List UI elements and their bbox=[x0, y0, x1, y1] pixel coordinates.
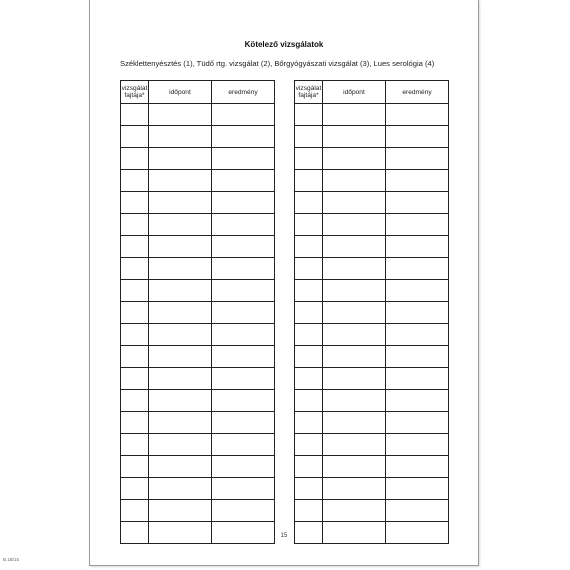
page-title: Kötelező vizsgálatok bbox=[244, 40, 324, 49]
column-header-date: időpont bbox=[323, 81, 386, 104]
result-cell[interactable] bbox=[212, 170, 275, 192]
table-header-row bbox=[121, 81, 275, 104]
result-cell[interactable] bbox=[212, 412, 275, 434]
result-cell[interactable] bbox=[212, 478, 275, 500]
date-cell[interactable] bbox=[149, 280, 212, 302]
result-cell[interactable] bbox=[212, 390, 275, 412]
table-row bbox=[295, 500, 449, 522]
date-cell[interactable] bbox=[149, 104, 212, 126]
exam-type-cell[interactable] bbox=[121, 478, 149, 500]
exam-type-cell[interactable] bbox=[295, 258, 323, 280]
result-cell[interactable] bbox=[386, 368, 449, 390]
date-cell[interactable] bbox=[323, 170, 386, 192]
table-row bbox=[295, 214, 449, 236]
date-cell[interactable] bbox=[323, 456, 386, 478]
exam-type-cell[interactable] bbox=[121, 434, 149, 456]
exam-table-right-body bbox=[295, 104, 449, 544]
date-cell[interactable] bbox=[149, 412, 212, 434]
table-row bbox=[121, 280, 275, 302]
table-row bbox=[121, 258, 275, 280]
result-cell[interactable] bbox=[212, 324, 275, 346]
exam-type-cell[interactable] bbox=[295, 412, 323, 434]
exam-type-cell[interactable] bbox=[295, 390, 323, 412]
table-row bbox=[121, 148, 275, 170]
date-cell[interactable] bbox=[323, 258, 386, 280]
result-cell[interactable] bbox=[212, 302, 275, 324]
table-row bbox=[121, 104, 275, 126]
exam-type-cell[interactable] bbox=[121, 368, 149, 390]
exam-types-legend: Széklettenyésztés (1), Tüdő rtg. vizsgálat (2), Bőrgyógyászati vizsgálat (3), Lues serológia (4) bbox=[120, 59, 435, 68]
date-cell[interactable] bbox=[323, 236, 386, 258]
date-cell[interactable] bbox=[323, 280, 386, 302]
table-row bbox=[295, 170, 449, 192]
result-cell[interactable] bbox=[386, 456, 449, 478]
result-cell[interactable] bbox=[212, 236, 275, 258]
result-cell[interactable] bbox=[386, 104, 449, 126]
result-cell[interactable] bbox=[386, 148, 449, 170]
print-code: B.1B/15 bbox=[3, 557, 20, 562]
exam-type-cell[interactable] bbox=[121, 302, 149, 324]
table-row bbox=[295, 104, 449, 126]
exam-type-cell[interactable] bbox=[295, 214, 323, 236]
result-cell[interactable] bbox=[212, 148, 275, 170]
table-row bbox=[121, 368, 275, 390]
exam-type-cell[interactable] bbox=[295, 192, 323, 214]
date-cell[interactable] bbox=[323, 192, 386, 214]
result-cell[interactable] bbox=[212, 104, 275, 126]
result-cell[interactable] bbox=[386, 346, 449, 368]
result-cell[interactable] bbox=[212, 280, 275, 302]
date-cell[interactable] bbox=[149, 346, 212, 368]
exam-type-cell[interactable] bbox=[121, 170, 149, 192]
table-row bbox=[121, 126, 275, 148]
exam-table-right bbox=[294, 80, 449, 544]
exam-type-cell[interactable] bbox=[295, 126, 323, 148]
date-cell[interactable] bbox=[149, 258, 212, 280]
date-cell[interactable] bbox=[149, 236, 212, 258]
form-page bbox=[89, 0, 479, 566]
result-cell[interactable] bbox=[386, 170, 449, 192]
date-cell[interactable] bbox=[323, 500, 386, 522]
table-row bbox=[295, 456, 449, 478]
date-cell[interactable] bbox=[149, 214, 212, 236]
table-row bbox=[295, 258, 449, 280]
table-row bbox=[121, 456, 275, 478]
date-cell[interactable] bbox=[323, 346, 386, 368]
exam-type-cell[interactable] bbox=[121, 192, 149, 214]
column-header-result: eredmény bbox=[386, 81, 449, 104]
table-row bbox=[121, 478, 275, 500]
exam-type-cell[interactable] bbox=[121, 346, 149, 368]
table-row bbox=[121, 324, 275, 346]
exam-table-left bbox=[120, 80, 275, 544]
exam-type-cell[interactable] bbox=[295, 434, 323, 456]
column-header-exam-type: vizsgálat fajtája* bbox=[121, 81, 149, 104]
date-cell[interactable] bbox=[323, 434, 386, 456]
result-cell[interactable] bbox=[386, 434, 449, 456]
result-cell[interactable] bbox=[386, 478, 449, 500]
result-cell[interactable] bbox=[212, 126, 275, 148]
table-row bbox=[295, 126, 449, 148]
date-cell[interactable] bbox=[323, 478, 386, 500]
table-row bbox=[295, 192, 449, 214]
exam-type-cell[interactable] bbox=[121, 390, 149, 412]
date-cell[interactable] bbox=[323, 126, 386, 148]
date-cell[interactable] bbox=[149, 324, 212, 346]
exam-type-cell[interactable] bbox=[121, 148, 149, 170]
result-cell[interactable] bbox=[386, 324, 449, 346]
column-header-date: időpont bbox=[149, 81, 212, 104]
result-cell[interactable] bbox=[212, 192, 275, 214]
result-cell[interactable] bbox=[386, 236, 449, 258]
exam-type-cell[interactable] bbox=[295, 478, 323, 500]
exam-type-cell[interactable] bbox=[121, 456, 149, 478]
exam-type-cell[interactable] bbox=[295, 236, 323, 258]
exam-table-left-body bbox=[121, 104, 275, 544]
table-row bbox=[121, 500, 275, 522]
table-row bbox=[121, 390, 275, 412]
date-cell[interactable] bbox=[149, 478, 212, 500]
date-cell[interactable] bbox=[323, 104, 386, 126]
exam-type-cell[interactable] bbox=[295, 346, 323, 368]
exam-type-cell[interactable] bbox=[121, 258, 149, 280]
table-row bbox=[121, 434, 275, 456]
table-row bbox=[121, 192, 275, 214]
date-cell[interactable] bbox=[323, 368, 386, 390]
table-row bbox=[295, 148, 449, 170]
date-cell[interactable] bbox=[149, 500, 212, 522]
result-cell[interactable] bbox=[386, 390, 449, 412]
date-cell[interactable] bbox=[149, 390, 212, 412]
exam-type-cell[interactable] bbox=[121, 500, 149, 522]
table-row bbox=[295, 478, 449, 500]
result-cell[interactable] bbox=[386, 214, 449, 236]
table-row bbox=[121, 236, 275, 258]
date-cell[interactable] bbox=[149, 368, 212, 390]
result-cell[interactable] bbox=[212, 456, 275, 478]
exam-type-cell[interactable] bbox=[295, 280, 323, 302]
exam-type-cell[interactable] bbox=[295, 368, 323, 390]
exam-type-cell[interactable] bbox=[121, 126, 149, 148]
table-row bbox=[121, 302, 275, 324]
date-cell[interactable] bbox=[149, 434, 212, 456]
result-cell[interactable] bbox=[212, 368, 275, 390]
table-row bbox=[295, 302, 449, 324]
table-row bbox=[295, 346, 449, 368]
result-cell[interactable] bbox=[212, 258, 275, 280]
table-row bbox=[121, 214, 275, 236]
exam-type-cell[interactable] bbox=[295, 104, 323, 126]
date-cell[interactable] bbox=[323, 302, 386, 324]
date-cell[interactable] bbox=[149, 126, 212, 148]
column-header-exam-type: vizsgálat fajtája* bbox=[295, 81, 323, 104]
date-cell[interactable] bbox=[323, 412, 386, 434]
result-cell[interactable] bbox=[212, 434, 275, 456]
exam-type-cell[interactable] bbox=[295, 148, 323, 170]
result-cell[interactable] bbox=[386, 192, 449, 214]
exam-type-cell[interactable] bbox=[295, 170, 323, 192]
exam-type-cell[interactable] bbox=[121, 236, 149, 258]
date-cell[interactable] bbox=[149, 302, 212, 324]
column-header-result: eredmény bbox=[212, 81, 275, 104]
exam-type-cell[interactable] bbox=[295, 324, 323, 346]
date-cell[interactable] bbox=[149, 192, 212, 214]
date-cell[interactable] bbox=[149, 170, 212, 192]
result-cell[interactable] bbox=[386, 302, 449, 324]
exam-type-cell[interactable] bbox=[121, 104, 149, 126]
result-cell[interactable] bbox=[386, 500, 449, 522]
result-cell[interactable] bbox=[386, 280, 449, 302]
exam-type-cell[interactable] bbox=[295, 500, 323, 522]
result-cell[interactable] bbox=[386, 258, 449, 280]
exam-type-cell[interactable] bbox=[121, 214, 149, 236]
table-row bbox=[295, 280, 449, 302]
date-cell[interactable] bbox=[149, 148, 212, 170]
table-row bbox=[295, 434, 449, 456]
table-row bbox=[121, 170, 275, 192]
table-row bbox=[295, 412, 449, 434]
date-cell[interactable] bbox=[323, 324, 386, 346]
result-cell[interactable] bbox=[386, 126, 449, 148]
result-cell[interactable] bbox=[212, 500, 275, 522]
date-cell[interactable] bbox=[323, 148, 386, 170]
exam-type-cell[interactable] bbox=[121, 280, 149, 302]
date-cell[interactable] bbox=[149, 456, 212, 478]
result-cell[interactable] bbox=[212, 346, 275, 368]
table-row bbox=[295, 390, 449, 412]
date-cell[interactable] bbox=[323, 390, 386, 412]
table-row bbox=[121, 346, 275, 368]
table-row bbox=[295, 236, 449, 258]
exam-type-cell[interactable] bbox=[295, 302, 323, 324]
table-header-row bbox=[295, 81, 449, 104]
exam-type-cell[interactable] bbox=[295, 456, 323, 478]
result-cell[interactable] bbox=[212, 214, 275, 236]
date-cell[interactable] bbox=[323, 214, 386, 236]
table-row bbox=[295, 324, 449, 346]
exam-type-cell[interactable] bbox=[121, 324, 149, 346]
result-cell[interactable] bbox=[386, 412, 449, 434]
page-number: 15 bbox=[280, 533, 288, 539]
table-row bbox=[295, 368, 449, 390]
table-row bbox=[121, 412, 275, 434]
exam-type-cell[interactable] bbox=[121, 412, 149, 434]
